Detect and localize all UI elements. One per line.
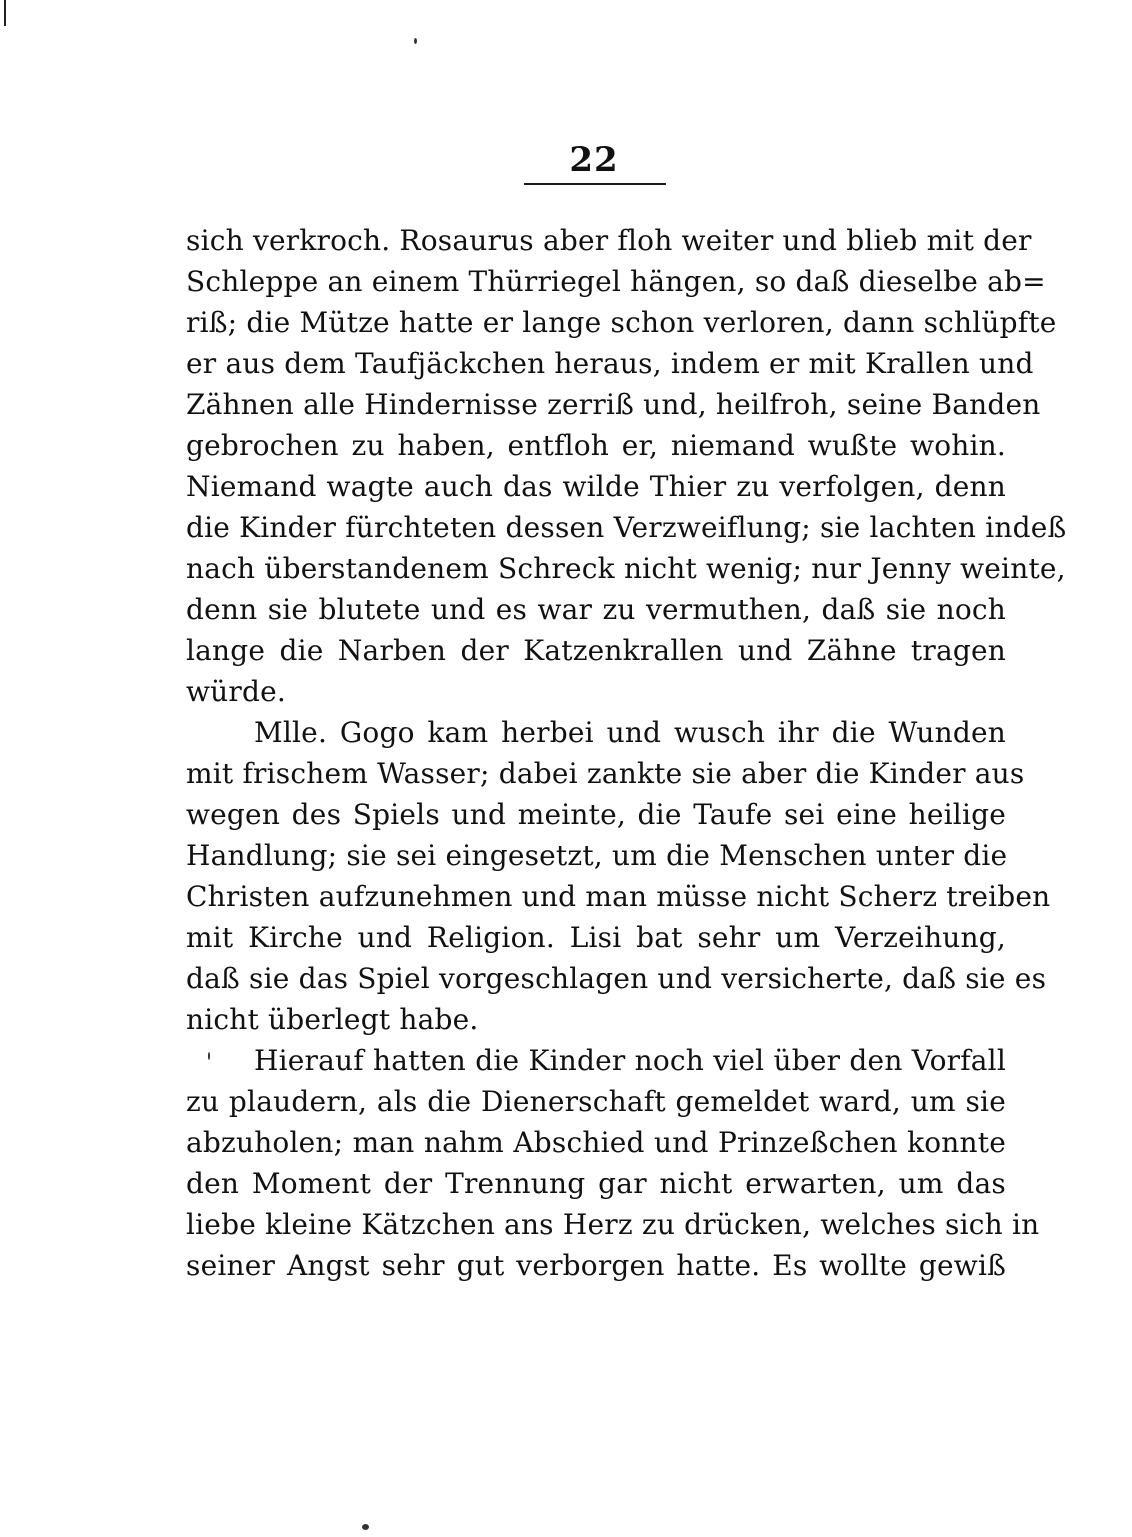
text-line: Mlle. Gogo kam herbei und wusch ihr die Wunden <box>254 716 1006 749</box>
text-line: zu plaudern, als die Dienerschaft gemeldet ward, um sie <box>186 1085 1006 1118</box>
page-number: 22 <box>569 140 619 180</box>
text-line: liebe kleine Kätzchen ans Herz zu drücken, welches sich in <box>186 1208 1040 1241</box>
text-line: nicht überlegt habe. <box>186 1003 479 1036</box>
text-line: Christen aufzunehmen und man müsse nicht Scherz treiben <box>186 880 1051 913</box>
text-line: nach überstandenem Schreck nicht wenig; nur Jenny weinte, <box>186 552 1066 585</box>
text-line: lange die Narben der Katzenkrallen und Zähne tragen <box>186 634 1006 667</box>
text-line: Schleppe an einem Thürriegel hängen, so daß dieselbe ab= <box>186 265 1046 298</box>
text-line: denn sie blutete und es war zu vermuthen, daß sie noch <box>186 593 1006 626</box>
scan-edge-mark <box>4 0 6 26</box>
text-line: die Kinder fürchteten dessen Verzweiflung; sie lachten indeß <box>186 511 1067 544</box>
text-line: wegen des Spiels und meinte, die Taufe sei eine heilige <box>186 798 1006 831</box>
text-line: Handlung; sie sei eingesetzt, um die Menschen unter die <box>186 839 1008 872</box>
scan-speck <box>414 38 417 44</box>
text-line: abzuholen; man nahm Abschied und Prinzeßchen konnte <box>186 1126 1006 1159</box>
text-line: er aus dem Taufjäckchen heraus, indem er mit Krallen und <box>186 347 1034 380</box>
text-line: daß sie das Spiel vorgeschlagen und versicherte, daß sie es <box>186 962 1047 995</box>
text-line: Niemand wagte auch das wilde Thier zu verfolgen, denn <box>186 470 1006 503</box>
text-line: den Moment der Trennung gar nicht erwarten, um das <box>186 1167 1006 1200</box>
text-line: gebrochen zu haben, entfloh er, niemand wußte wohin. <box>186 429 1006 462</box>
text-line: Hierauf hatten die Kinder noch viel über den Vorfall <box>254 1044 1006 1077</box>
text-line: riß; die Mütze hatte er lange schon verloren, dann schlüpfte <box>186 306 1057 339</box>
text-line: seiner Angst sehr gut verborgen hatte. Es wollte gewiß <box>186 1249 1006 1282</box>
header-rule <box>524 183 666 185</box>
text-line: sich verkroch. Rosaurus aber floh weiter und blieb mit der <box>186 224 1032 257</box>
text-line: Zähnen alle Hindernisse zerriß und, heilfroh, seine Banden <box>186 388 1041 421</box>
text-line: mit Kirche und Religion. Lisi bat sehr um Verzeihung, <box>186 921 1006 954</box>
body-text <box>186 220 1067 1286</box>
text-line: mit frischem Wasser; dabei zankte sie aber die Kinder aus <box>186 757 1025 790</box>
scan-speck <box>362 1524 369 1530</box>
text-line: würde. <box>186 675 286 708</box>
